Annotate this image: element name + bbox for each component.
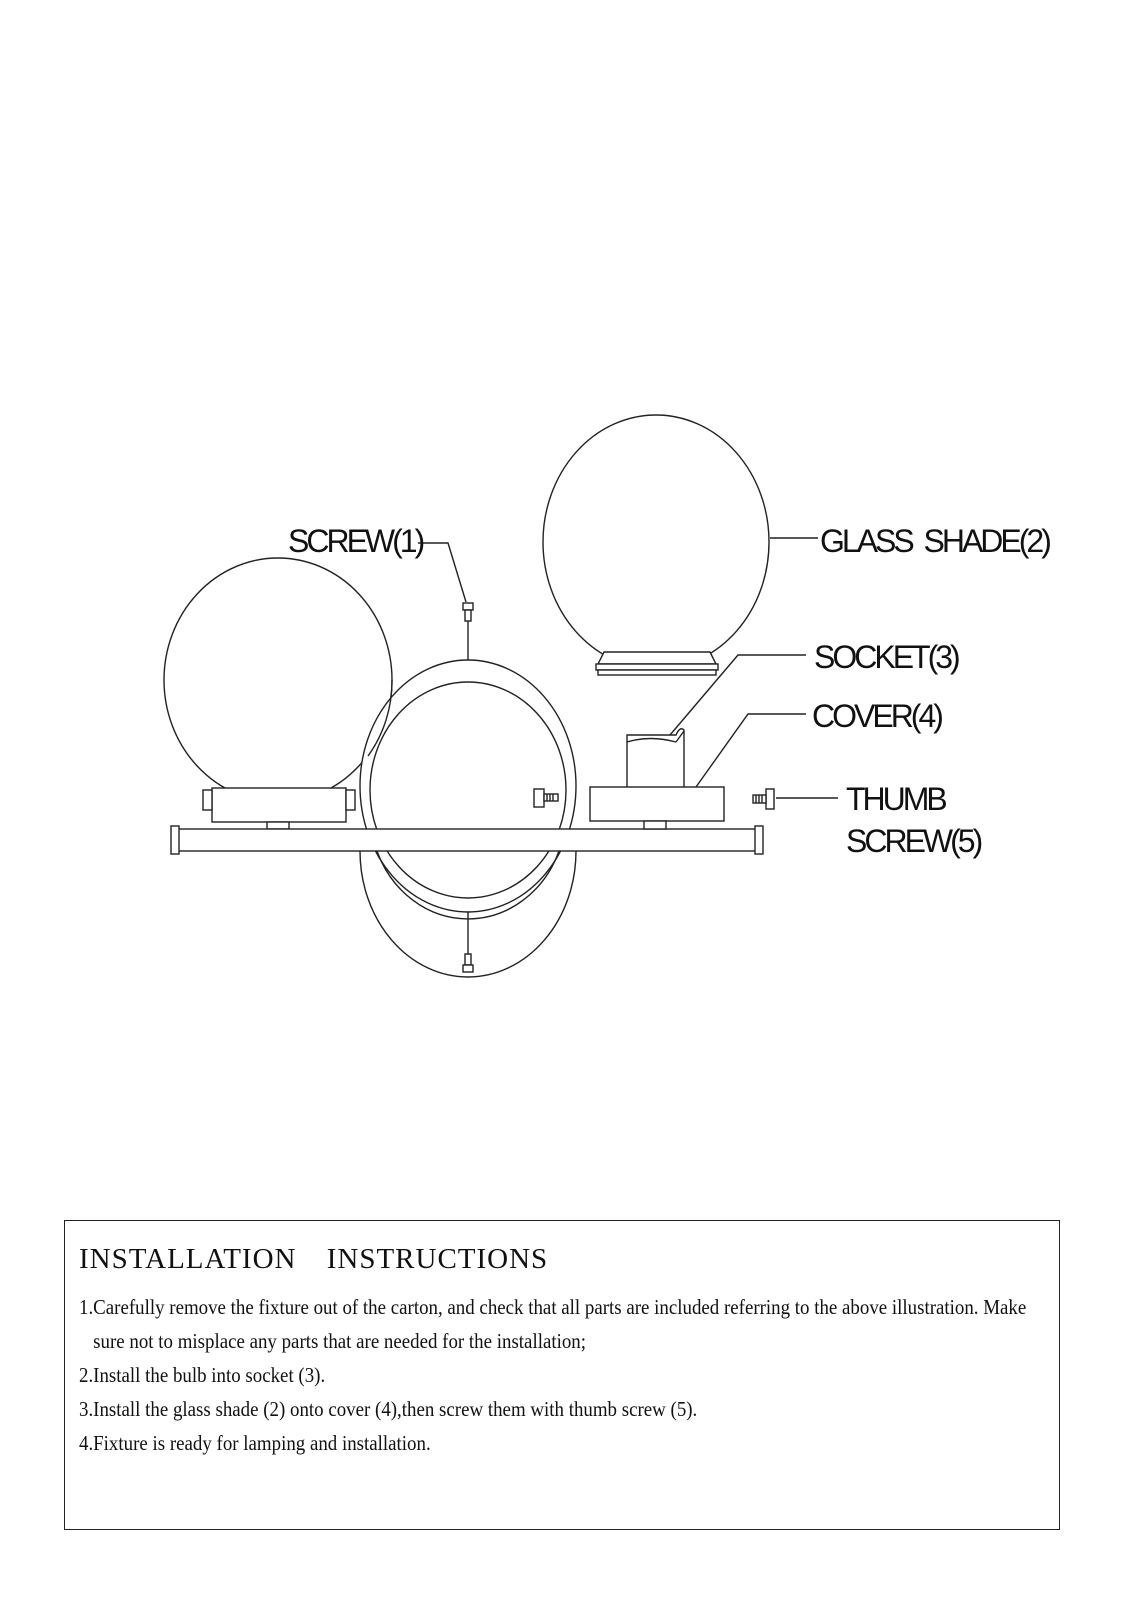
center-thumb-screw — [534, 789, 544, 807]
top-screw — [463, 603, 473, 610]
right-cover — [590, 787, 724, 821]
step-text: Install the glass shade (2) onto cover (4),then screw them with thumb screw (5). — [93, 1397, 698, 1421]
right-glass-globe — [543, 415, 769, 669]
left-glass-globe — [164, 558, 392, 802]
step-text: Install the bulb into socket (3). — [93, 1363, 326, 1387]
socket — [627, 729, 684, 787]
label-thumb-screw-line2: SCREW(5) — [846, 823, 981, 859]
bottom-screw — [465, 954, 471, 965]
screw-leader — [418, 543, 466, 602]
instruction-step — [79, 1358, 1044, 1392]
left-cover — [212, 788, 346, 822]
instructions-box — [64, 1220, 1060, 1530]
label-screw: SCREW(1) — [288, 523, 423, 559]
horizontal-arm — [176, 829, 758, 851]
cover-leader — [696, 714, 806, 787]
step-number: 1. — [79, 1295, 94, 1319]
label-cover: COVER(4) — [812, 698, 941, 734]
instruction-step — [79, 1290, 1044, 1358]
right-globe-neck — [598, 652, 716, 664]
label-socket: SOCKET(3) — [814, 639, 958, 675]
instruction-step — [79, 1426, 1044, 1460]
instruction-step — [79, 1392, 1044, 1426]
step-number: 3. — [79, 1397, 94, 1421]
step-text: Fixture is ready for lamping and installation. — [93, 1431, 431, 1455]
step-number: 2. — [79, 1363, 94, 1387]
label-glass-shade: GLASS SHADE(2) — [820, 523, 1049, 559]
instructions-title: INSTALLATION INSTRUCTIONS — [79, 1243, 549, 1275]
label-thumb-screw-line1: THUMB — [846, 781, 945, 817]
step-text: Carefully remove the fixture out of the carton, and check that all parts are included referring to the above illustration. Make sure not to misplace any parts that are needed for the installation; — [93, 1295, 1027, 1353]
thumb-screw — [766, 789, 774, 809]
step-number: 4. — [79, 1431, 94, 1455]
